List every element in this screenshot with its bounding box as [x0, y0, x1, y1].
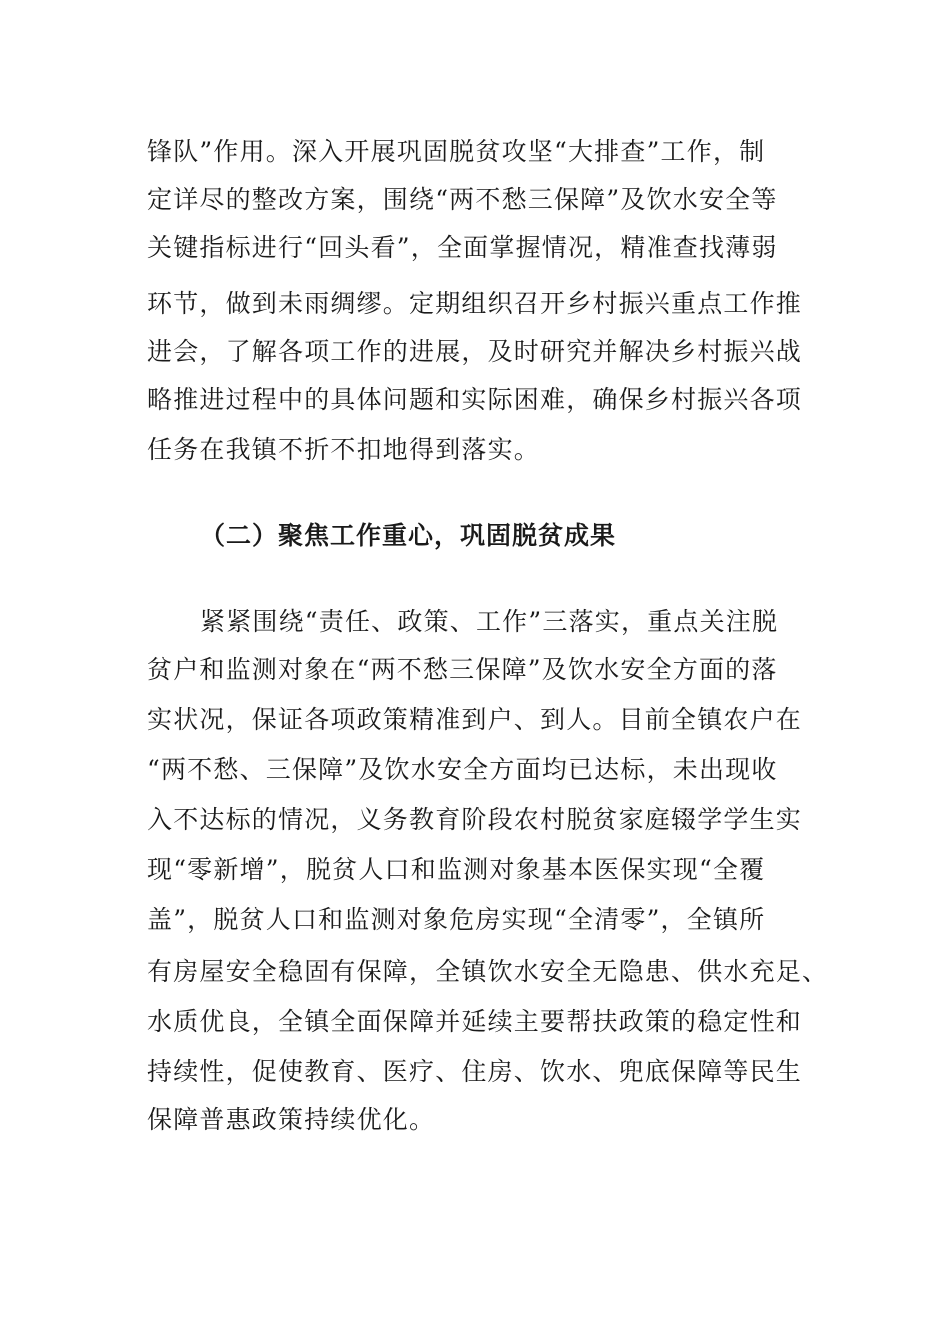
paragraph2-line-9: 水质优良，全镇全面保障并延续主要帮扶政策的稳定性和: [147, 1007, 803, 1036]
section-heading: （二）聚焦工作重心，巩固脱贫成果: [200, 521, 617, 550]
paragraph1-line-4: 环节，做到未雨绸缪。定期组织召开乡村振兴重点工作推: [147, 289, 803, 318]
paragraph2-line-5: 入不达标的情况，义务教育阶段农村脱贫家庭辍学学生实: [147, 805, 803, 834]
paragraph2-line-10: 持续性，促使教育、医疗、住房、饮水、兜底保障等民生: [147, 1057, 803, 1086]
paragraph2-line-4: “两不愁、三保障”及饮水安全方面均已达标，未出现收: [147, 755, 778, 784]
paragraph1-line-2: 定详尽的整改方案，围绕“两不愁三保障”及饮水安全等: [147, 185, 778, 214]
paragraph2-line-6: 现“零新增”，脱贫人口和监测对象基本医保实现“全覆: [147, 855, 766, 884]
paragraph2-line-2: 贫户和监测对象在“两不愁三保障”及饮水安全方面的落: [147, 655, 778, 684]
paragraph1-line-5: 进会，了解各项工作的进展，及时研究并解决乡村振兴战: [147, 337, 803, 366]
paragraph1-line-3: 关键指标进行“回头看”，全面掌握情况，精准查找薄弱: [147, 233, 778, 262]
paragraph2-line-3: 实状况，保证各项政策精准到户、到人。目前全镇农户在: [147, 705, 803, 734]
paragraph1-line-1: 锋队”作用。深入开展巩固脱贫攻坚“大排查”工作，制: [147, 137, 766, 166]
paragraph2-line-11: 保障普惠政策持续优化。: [147, 1105, 436, 1134]
paragraph2-line-7: 盖”，脱贫人口和监测对象危房实现“全清零”，全镇所: [147, 905, 766, 934]
paragraph2-line-1: 紧紧围绕“责任、政策、工作”三落实，重点关注脱: [200, 607, 779, 636]
paragraph1-line-6: 略推进过程中的具体问题和实际困难，确保乡村振兴各项: [147, 385, 803, 414]
paragraph2-line-8: 有房屋安全稳固有保障，全镇饮水安全无隐患、供水充足、: [147, 957, 829, 986]
paragraph1-line-7: 任务在我镇不折不扣地得到落实。: [147, 435, 541, 464]
